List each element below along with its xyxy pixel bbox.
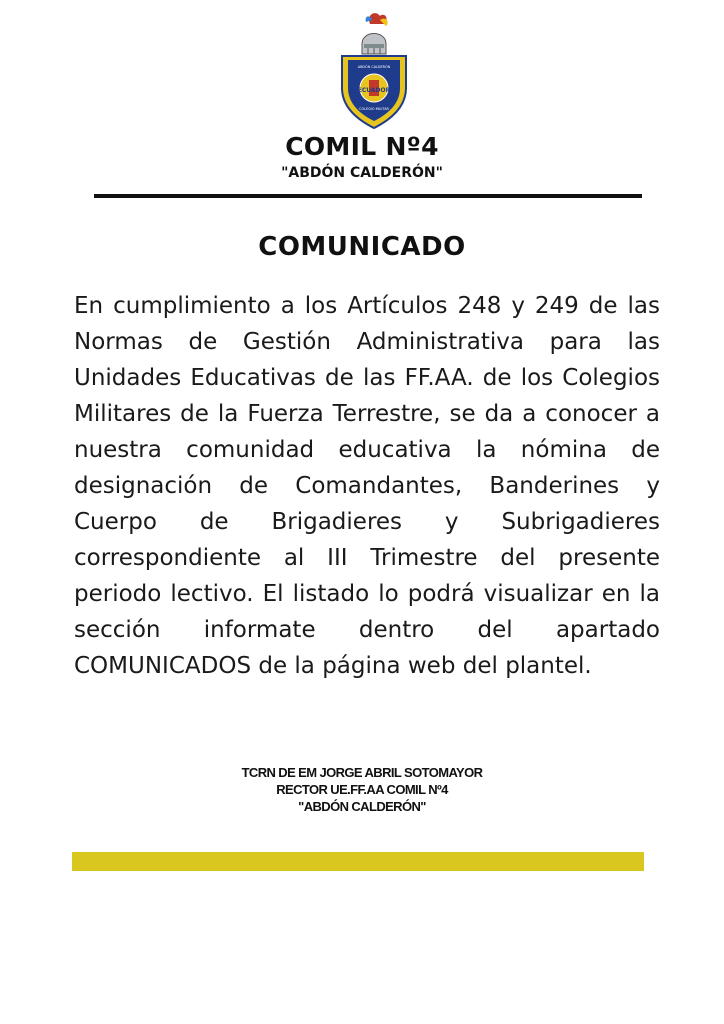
document-body: En cumplimiento a los Artículos 248 y 249 de las Normas de Gestión Administrativa para las Unidades Educativas de las FF.AA. de los Colegios Militares de la Fuerza Terrestre, se da a conocer a nuestra comunidad educativa la nómina de designación de Comandantes, Banderines y Cuerpo de Brigadieres y Subrigadieres correspondiente al III Trimestre del presente periodo lectivo. El listado lo podrá visualizar en la sección informate dentro del apartado COMUNICADOS de la página web del plantel. <box>74 293 660 679</box>
school-crest-icon <box>336 10 412 130</box>
signature-role: RECTOR UE.FF.AA COMIL Nº4 <box>276 782 448 797</box>
crest-ring-text: ABDÓN CALDERÓN <box>357 65 391 69</box>
signature-institution: "ABDÓN CALDERÓN" <box>298 799 426 814</box>
signature-block <box>0 764 724 815</box>
crest-ring-text-bottom: COLEGIO MILITAR <box>359 107 389 111</box>
school-subtitle: "ABDÓN CALDERÓN" <box>281 165 443 181</box>
signature-name: TCRN DE EM JORGE ABRIL SOTOMAYOR <box>241 765 483 780</box>
school-name: COMIL Nº4 <box>285 132 439 161</box>
crest-label: ECUADOR <box>357 87 391 94</box>
document-title: COMUNICADO <box>258 232 466 262</box>
header-divider <box>94 194 642 198</box>
footer-accent-bar <box>72 852 644 871</box>
